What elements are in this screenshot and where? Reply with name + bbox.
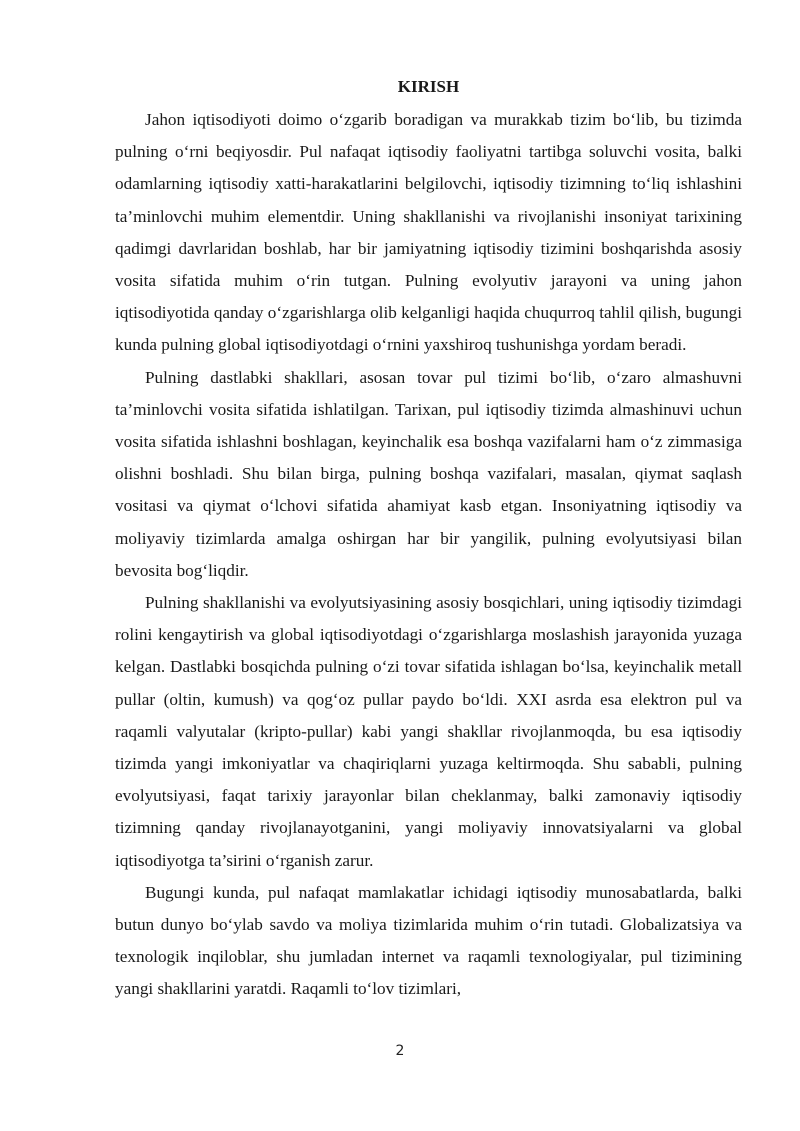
paragraph-3: Pulning shakllanishi va evolyutsiyasining asosiy bosqichlari, uning iqtisodiy tizimdagi rolini kengaytirish va global iqtisodiyotdagi o‘zgarishlarga moslashish jarayonida yuzaga kelgan. Dastlabki bosqichda pulning o‘zi tovar sifatida ishlagan bo‘lsa, keyinchalik metall pullar (oltin, kumush) va qog‘oz pullar paydo bo‘ldi. XXI asrda esa elektron pul va raqamli valyutalar (kripto-pullar) kabi yangi shakllar rivojlanmoqda, bu esa iqtisodiy tizimda yangi imkoniyatlar va chaqiriqlarni yuzaga keltirmoqda. Shu sababli, pulning evolyutsiyasi, faqat tarixiy jarayonlar bilan cheklanmay, balki zamonaviy iqtisodiy tizimning qanday rivojlanayotganini, yangi moliyaviy innovatsiyalarni va global iqtisodiyotga ta’sirini o‘rganish zarur.	[115, 593, 742, 870]
paragraph-1: Jahon iqtisodiyoti doimo o‘zgarib boradigan va murakkab tizim bo‘lib, bu tizimda pulning o‘rni beqiyosdir. Pul nafaqat iqtisodiy faoliyatni tartibga soluvchi vosita, balki odamlarning iqtisodiy xatti-harakatlarini belgilovchi, iqtisodiy tizimning to‘liq ishlashini ta’minlovchi muhim elementdir. Uning shakllanishi va rivojlanishi insoniyat tarixining qadimgi davrlaridan boshlab, har bir jamiyatning iqtisodiy tizimini boshqarishda asosiy vosita sifatida muhim o‘rin tutgan. Pulning evolyutiv jarayoni va uning jahon iqtisodiyotida qanday o‘zgarishlarga olib kelganligi haqida chuqurroq tahlil qilish, bugungi kunda pulning global iqtisodiyotdagi o‘rnini yaxshiroq tushunishga yordam beradi.	[115, 110, 742, 355]
section-title: KIRISH	[397, 77, 460, 96]
paragraph-2: Pulning dastlabki shakllari, asosan tovar pul tizimi bo‘lib, o‘zaro almashuvni ta’minlovchi vosita sifatida ishlatilgan. Tarixan, pul iqtisodiy tizimda almashinuvi uchun vosita sifatida ishlashni boshlagan, keyinchalik esa boshqa vazifalarni ham o‘z zimmasiga olishni boshladi. Shu bilan birga, pulning boshqa vazifalari, masalan, qiymat saqlash vositasi va qiymat o‘lchovi sifatida ahamiyat kasb etgan. Insoniyatning iqtisodiy va moliyaviy tizimlarda amalga oshirgan har bir yangilik, pulning evolyutsiyasi bilan bevosita bog‘liqdir.	[115, 367, 742, 580]
document-body	[115, 74, 742, 1006]
paragraph-4: Bugungi kunda, pul nafaqat mamlakatlar ichidagi iqtisodiy munosabatlarda, balki butun dunyo bo‘ylab savdo va moliya tizimlarida muhim o‘rin tutadi. Globalizatsiya va texnologik inqiloblar, shu jumladan internet va raqamli texnologiyalar, pul tizimining yangi shakllarini yaratdi. Raqamli to‘lov tizimlari,	[115, 882, 742, 999]
page-number: 2	[395, 1043, 405, 1059]
